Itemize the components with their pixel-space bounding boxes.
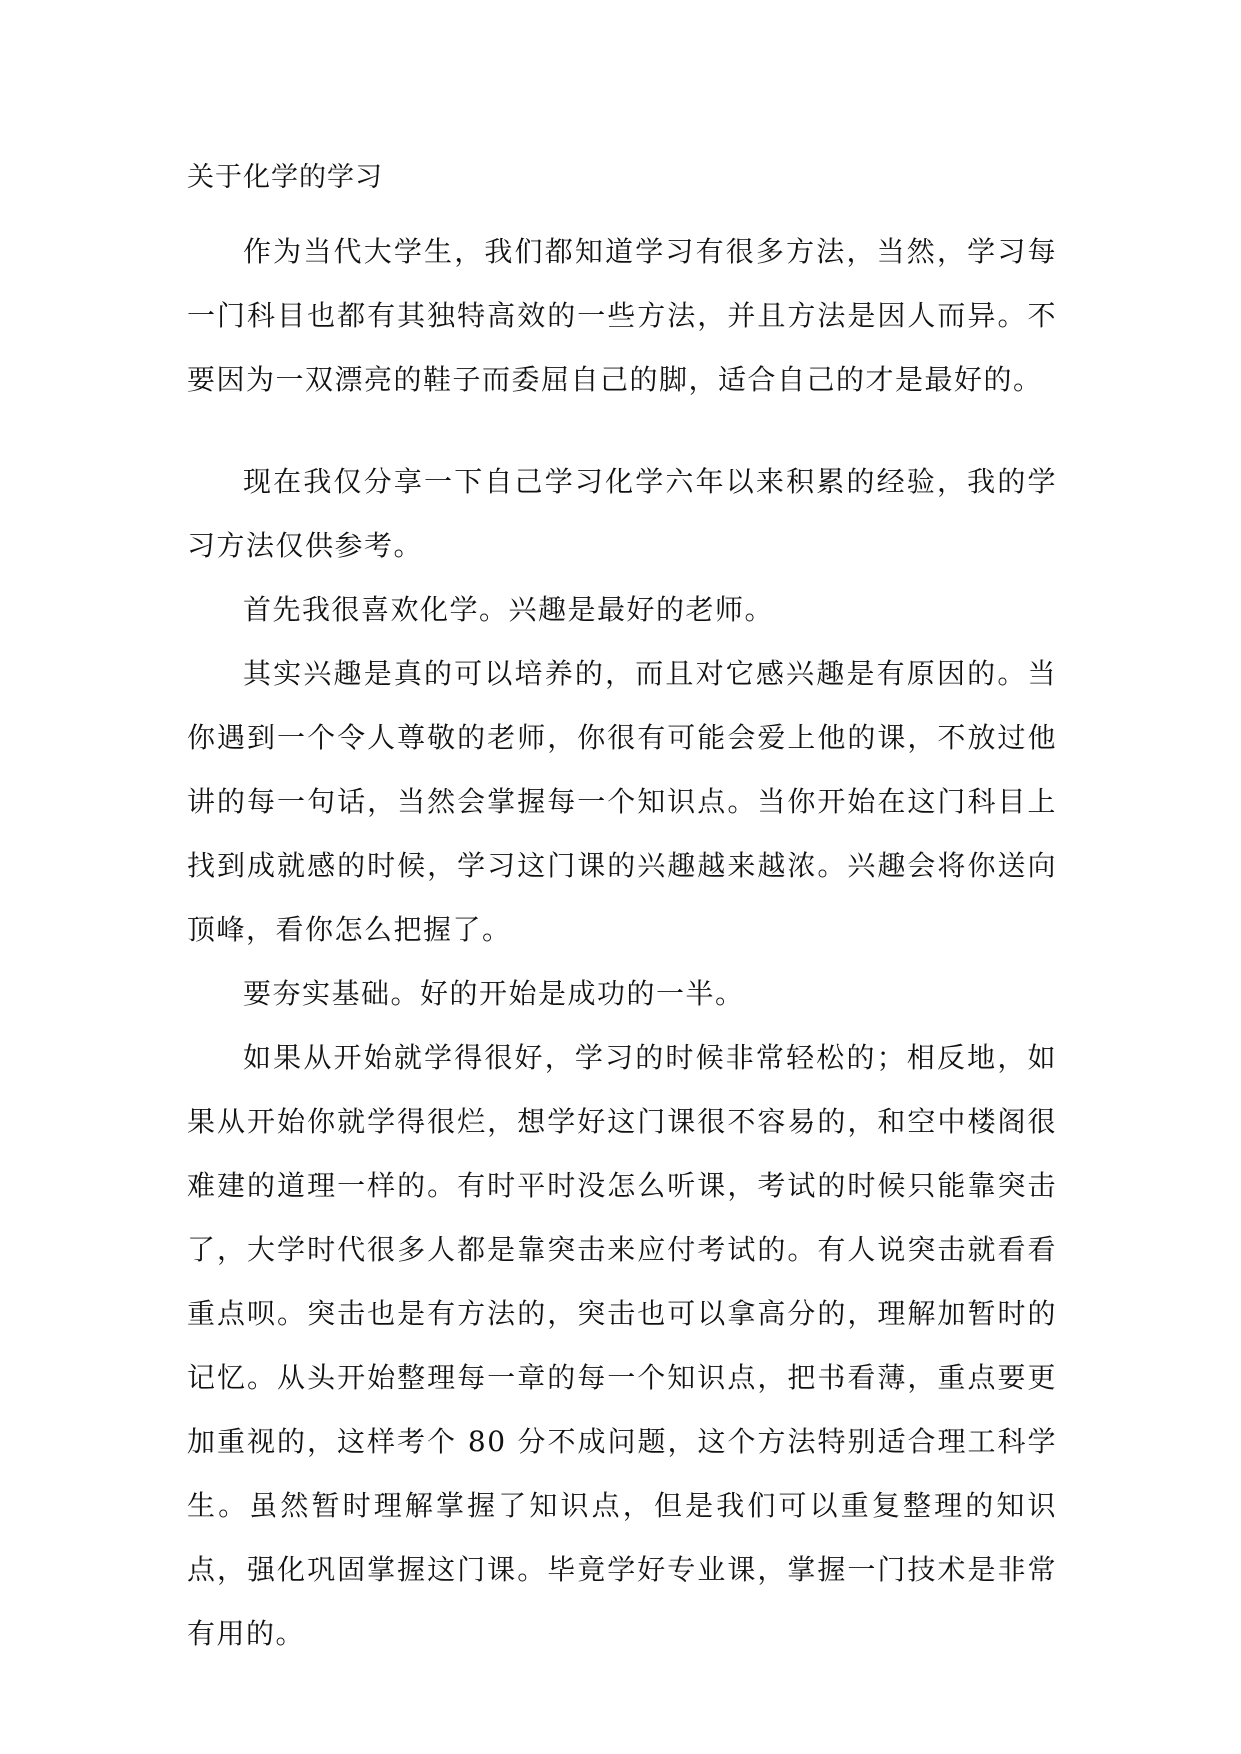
paragraph-sharing: 现在我仅分享一下自己学习化学六年以来积累的经验，我的学习方法仅供参考。 xyxy=(187,465,1057,562)
paragraph-foundation-heading: 要夯实基础。好的开始是成功的一半。 xyxy=(243,977,745,1010)
paragraph-interest-body: 其实兴趣是真的可以培养的，而且对它感兴趣是有原因的。当你遇到一个令人尊敬的老师，你很有可能会爱上他的课，不放过他讲的每一句话，当然会掌握每一个知识点。当你开始在这门科目上找到成就感的时候，学习这门课的兴趣越来越浓。兴趣会将你送向顶峰，看你怎么把握了。 xyxy=(187,657,1057,946)
paragraph-foundation-body: 如果从开始就学得很好，学习的时候非常轻松的；相反地，如果从开始你就学得很烂，想学好这门课很不容易的，和空中楼阁很难建的道理一样的。有时平时没怎么听课，考试的时候只能靠突击了，大学时代很多人都是靠突击来应付考试的。有人说突击就看看重点呗。突击也是有方法的，突击也可以拿高分的，理解加暂时的记忆。从头开始整理每一章的每一个知识点，把书看薄，重点要更加重视的，这样考个 80 分不成问题，这个方法特别适合理工科学生。虽然暂时理解掌握了知识点，但是我们可以重复整理的知识点，强化巩固掌握这门课。毕竟学好专业课，掌握一门技术是非常有用的。 xyxy=(187,1041,1057,1650)
document-body xyxy=(187,158,1057,1666)
paragraph-interest-heading: 首先我很喜欢化学。兴趣是最好的老师。 xyxy=(243,593,775,626)
document-title: 关于化学的学习 xyxy=(187,162,383,193)
paragraph-intro: 作为当代大学生，我们都知道学习有很多方法，当然，学习每一门科目也都有其独特高效的一些方法，并且方法是因人而异。不要因为一双漂亮的鞋子而委屈自己的脚，适合自己的才是最好的。 xyxy=(187,235,1057,396)
